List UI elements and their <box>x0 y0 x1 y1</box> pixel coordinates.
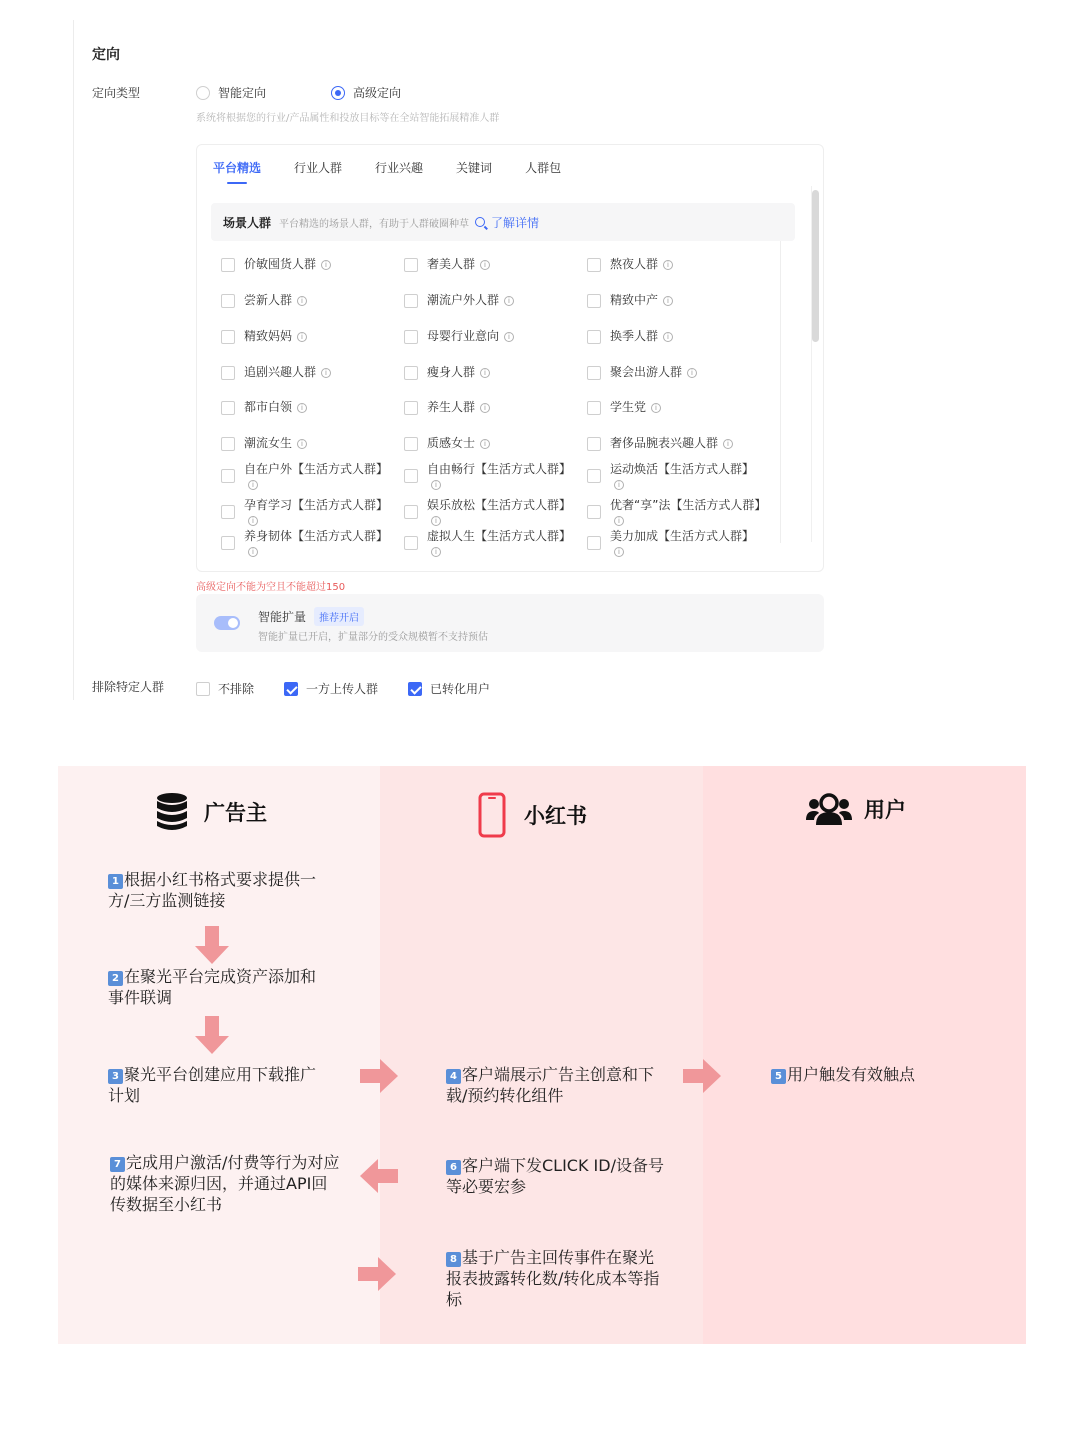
audience-label: 优奢“享”法【生活方式人群】 <box>610 498 767 512</box>
step-4 <box>446 1064 661 1106</box>
info-icon[interactable]: i <box>480 368 490 378</box>
error-message: 高级定向不能为空且不能超过150 <box>196 582 346 593</box>
checkbox-box[interactable] <box>196 682 210 696</box>
audience-label: 精致妈妈 <box>244 329 293 343</box>
column-user <box>703 766 1026 1344</box>
flow-diagram <box>58 766 1026 1344</box>
audience-label: 学生党 <box>610 400 647 414</box>
column-advertiser <box>58 766 380 1344</box>
radio-advanced-targeting[interactable] <box>331 84 401 101</box>
audience-option[interactable] <box>221 399 396 416</box>
step-number: 2 <box>108 971 123 986</box>
smart-expand-toggle[interactable] <box>214 616 240 630</box>
checkbox-box[interactable] <box>221 437 235 451</box>
database-icon <box>156 792 188 832</box>
divider-line <box>73 20 74 700</box>
learn-more-link[interactable] <box>475 214 539 231</box>
info-icon[interactable]: i <box>687 368 697 378</box>
audience-option[interactable] <box>404 364 579 381</box>
audience-option[interactable] <box>404 435 579 452</box>
step-text: 在聚光平台完成资产添加和事件联调 <box>108 967 317 1007</box>
info-icon[interactable]: i <box>321 368 331 378</box>
info-icon[interactable]: i <box>723 439 733 449</box>
audience-label-wrap <box>427 292 514 309</box>
info-icon[interactable]: i <box>297 403 307 413</box>
audience-option[interactable] <box>221 256 396 273</box>
step-text: 聚光平台创建应用下载推广计划 <box>108 1065 317 1105</box>
checkbox-box[interactable] <box>221 330 235 344</box>
step-7 <box>110 1152 342 1215</box>
audience-option[interactable] <box>221 435 396 452</box>
audience-label: 追剧兴趣人群 <box>244 365 317 379</box>
audience-option[interactable] <box>587 528 762 557</box>
audience-label-wrap <box>610 435 733 452</box>
checkbox-box[interactable] <box>404 401 418 415</box>
audience-option[interactable] <box>404 528 579 557</box>
audience-label-wrap <box>244 256 331 273</box>
audience-label: 瘦身人群 <box>427 365 476 379</box>
checkbox-box[interactable] <box>404 330 418 344</box>
info-icon[interactable]: i <box>248 516 258 526</box>
checkbox-box[interactable] <box>404 294 418 308</box>
info-icon[interactable]: i <box>663 296 673 306</box>
step-text: 客户端展示广告主创意和下载/预约转化组件 <box>446 1065 655 1105</box>
arrow-down-icon <box>195 1016 229 1054</box>
audience-label-wrap <box>610 399 661 416</box>
audience-label-wrap <box>610 364 697 381</box>
audience-option[interactable] <box>404 292 579 309</box>
audience-label: 熬夜人群 <box>610 257 659 271</box>
audience-label-wrap <box>610 292 673 309</box>
phone-icon <box>478 792 506 838</box>
audience-label: 自在户外【生活方式人群】 <box>244 462 389 476</box>
step-text: 根据小红书格式要求提供一方/三方监测链接 <box>108 870 317 910</box>
advertiser-header <box>156 792 267 832</box>
checkbox-box[interactable] <box>404 366 418 380</box>
info-icon[interactable]: i <box>614 480 624 490</box>
audience-card <box>196 144 824 572</box>
audience-label: 价敏囤货人群 <box>244 257 317 271</box>
checkbox-box[interactable] <box>587 401 601 415</box>
audience-tabs <box>213 159 594 184</box>
audience-option[interactable] <box>587 497 767 526</box>
audience-label-wrap <box>244 399 307 416</box>
scene-title: 场景人群 <box>223 215 272 230</box>
step-number: 4 <box>446 1069 461 1084</box>
info-icon[interactable]: i <box>651 403 661 413</box>
info-icon[interactable]: i <box>504 332 514 342</box>
audience-label: 运动焕活【生活方式人群】 <box>610 462 755 476</box>
audience-label-wrap <box>610 497 767 526</box>
checkbox-box[interactable] <box>221 505 235 519</box>
audience-option[interactable] <box>221 292 396 309</box>
arrow-right-icon <box>358 1257 396 1291</box>
audience-option[interactable] <box>221 528 396 557</box>
audience-label: 美力加成【生活方式人群】 <box>610 529 755 543</box>
audience-label-wrap <box>427 256 490 273</box>
audience-label: 孕育学习【生活方式人群】 <box>244 498 389 512</box>
audience-label-wrap <box>244 435 307 452</box>
checkbox-box[interactable] <box>587 366 601 380</box>
scene-desc: 平台精选的场景人群，有助于人群破圈种草 <box>279 218 470 230</box>
audience-option[interactable] <box>404 461 579 490</box>
audience-label: 奢侈品腕表兴趣人群 <box>610 436 719 450</box>
checkbox-box-checked[interactable] <box>284 682 298 696</box>
arrow-right-icon <box>683 1059 721 1093</box>
step-5 <box>771 1064 971 1085</box>
checkbox-box[interactable] <box>587 330 601 344</box>
step-3 <box>108 1064 323 1106</box>
audience-label: 养身韧体【生活方式人群】 <box>244 529 389 543</box>
users-icon <box>806 792 852 826</box>
audience-label-wrap <box>244 497 388 526</box>
tab-industry-interest[interactable]: 行业兴趣 <box>375 161 424 175</box>
step-2 <box>108 966 323 1008</box>
info-icon[interactable]: i <box>431 480 441 490</box>
step-text: 客户端下发CLICK ID/设备号等必要宏参 <box>446 1156 664 1196</box>
targeting-hint: 系统将根据您的行业/产品属性和投放目标等在全站智能拓展精准人群 <box>196 113 500 124</box>
audience-label: 精致中产 <box>610 293 659 307</box>
checkbox-box[interactable] <box>404 469 418 483</box>
xiaohongshu-header <box>478 792 587 838</box>
step-6 <box>446 1155 674 1197</box>
checkbox-box[interactable] <box>404 258 418 272</box>
audience-option[interactable] <box>587 364 762 381</box>
scene-header <box>211 203 795 241</box>
audience-option[interactable] <box>404 497 579 526</box>
checkbox-box[interactable] <box>404 536 418 550</box>
audience-option[interactable] <box>221 328 396 345</box>
audience-option[interactable] <box>221 364 396 381</box>
audience-option[interactable] <box>587 256 762 273</box>
audience-label: 养生人群 <box>427 400 476 414</box>
checkbox-box[interactable] <box>404 505 418 519</box>
checkbox-label: 一方上传人群 <box>306 682 379 696</box>
step-text: 用户触发有效触点 <box>787 1065 916 1084</box>
radio-circle-selected[interactable] <box>331 86 345 100</box>
info-icon[interactable]: i <box>614 516 624 526</box>
advertiser-title: 广告主 <box>204 801 267 825</box>
audience-label: 虚拟人生【生活方式人群】 <box>427 529 572 543</box>
audience-label-wrap <box>244 292 307 309</box>
step-number: 3 <box>108 1069 123 1084</box>
smart-expand-desc: 智能扩量已开启，扩量部分的受众规模暂不支持预估 <box>258 632 488 643</box>
checkbox-box[interactable] <box>221 258 235 272</box>
recommend-badge: 推荐开启 <box>314 607 364 626</box>
info-icon[interactable]: i <box>504 296 514 306</box>
exclude-label: 排除特定人群 <box>92 680 165 694</box>
info-icon[interactable]: i <box>663 332 673 342</box>
checkbox-box[interactable] <box>221 469 235 483</box>
audience-label-wrap <box>244 328 307 345</box>
radio-label: 智能定向 <box>218 86 267 100</box>
step-number: 7 <box>110 1157 125 1172</box>
checkbox-box[interactable] <box>587 469 601 483</box>
audience-label-wrap <box>427 328 514 345</box>
audience-option[interactable] <box>587 328 762 345</box>
checkbox-box[interactable] <box>221 401 235 415</box>
targeting-type-label: 定向类型 <box>92 86 141 100</box>
audience-label: 聚会出游人群 <box>610 365 683 379</box>
user-header <box>806 792 906 826</box>
radio-smart-targeting[interactable] <box>196 84 266 101</box>
audience-label: 自由畅行【生活方式人群】 <box>427 462 572 476</box>
checkbox-box[interactable] <box>587 294 601 308</box>
audience-label: 娱乐放松【生活方式人群】 <box>427 498 572 512</box>
audience-option[interactable] <box>587 435 762 452</box>
smart-expand-box <box>196 594 824 652</box>
checkbox-no-exclude[interactable] <box>196 680 254 697</box>
arrow-left-icon <box>360 1159 398 1193</box>
audience-label: 换季人群 <box>610 329 659 343</box>
audience-label: 潮流女生 <box>244 436 293 450</box>
audience-label-wrap <box>610 256 673 273</box>
audience-option[interactable] <box>221 461 396 490</box>
audience-grid <box>211 241 781 556</box>
radio-circle[interactable] <box>196 86 210 100</box>
checkbox-box-checked[interactable] <box>408 682 422 696</box>
smart-expand-title-row <box>258 607 364 626</box>
radio-label: 高级定向 <box>353 86 402 100</box>
audience-option[interactable] <box>587 292 762 309</box>
info-icon[interactable]: i <box>480 439 490 449</box>
xiaohongshu-title: 小红书 <box>524 804 587 828</box>
audience-label-wrap <box>427 528 571 557</box>
checkbox-box[interactable] <box>587 505 601 519</box>
info-icon[interactable]: i <box>614 547 624 557</box>
scrollbar-thumb[interactable] <box>812 190 819 342</box>
audience-option[interactable] <box>404 256 579 273</box>
audience-label: 尝新人群 <box>244 293 293 307</box>
step-text: 基于广告主回传事件在聚光报表披露转化数/转化成本等指标 <box>446 1248 660 1309</box>
audience-label-wrap <box>427 497 571 526</box>
info-icon[interactable]: i <box>297 332 307 342</box>
audience-label-wrap <box>244 461 388 490</box>
step-number: 8 <box>446 1252 461 1267</box>
tab-industry-audience[interactable]: 行业人群 <box>294 161 343 175</box>
info-icon[interactable]: i <box>248 480 258 490</box>
audience-label-wrap <box>427 435 490 452</box>
checkbox-box[interactable] <box>587 536 601 550</box>
info-icon[interactable]: i <box>431 516 441 526</box>
checkbox-label: 已转化用户 <box>430 682 491 696</box>
checkbox-box[interactable] <box>404 437 418 451</box>
audience-label-wrap <box>610 328 673 345</box>
audience-label-wrap <box>427 399 490 416</box>
audience-label-wrap <box>244 364 331 381</box>
checkbox-box[interactable] <box>587 258 601 272</box>
tab-platform-picks[interactable]: 平台精选 <box>213 159 261 184</box>
audience-label: 潮流户外人群 <box>427 293 500 307</box>
audience-label-wrap <box>610 528 754 557</box>
checkbox-first-party-audience[interactable] <box>284 680 378 697</box>
info-icon[interactable]: i <box>321 260 331 270</box>
step-number: 5 <box>771 1069 786 1084</box>
info-icon[interactable]: i <box>431 547 441 557</box>
audience-label-wrap <box>244 528 388 557</box>
audience-label: 都市白领 <box>244 400 293 414</box>
audience-label-wrap <box>427 364 490 381</box>
info-icon[interactable]: i <box>663 260 673 270</box>
step-text: 完成用户激活/付费等行为对应的媒体来源归因，并通过API回传数据至小红书 <box>110 1153 340 1214</box>
audience-option[interactable] <box>404 399 579 416</box>
tab-audience-package[interactable]: 人群包 <box>525 161 562 175</box>
arrow-down-icon <box>195 926 229 964</box>
info-icon[interactable]: i <box>480 260 490 270</box>
step-8 <box>446 1247 661 1310</box>
checkbox-box[interactable] <box>587 437 601 451</box>
section-title: 定向 <box>92 47 120 63</box>
checkbox-converted-users[interactable] <box>408 680 490 697</box>
arrow-right-icon <box>360 1059 398 1093</box>
checkbox-box[interactable] <box>221 536 235 550</box>
info-icon[interactable]: i <box>248 547 258 557</box>
checkbox-box[interactable] <box>221 294 235 308</box>
info-icon[interactable]: i <box>480 403 490 413</box>
audience-label: 母婴行业意向 <box>427 329 500 343</box>
smart-expand-title: 智能扩量 <box>258 610 307 624</box>
checkbox-label: 不排除 <box>218 682 255 696</box>
user-title: 用户 <box>864 798 906 822</box>
checkbox-box[interactable] <box>221 366 235 380</box>
step-number: 1 <box>108 874 123 889</box>
audience-option[interactable] <box>587 461 762 490</box>
audience-option[interactable] <box>221 497 396 526</box>
step-1 <box>108 869 323 911</box>
tab-keywords[interactable]: 关键词 <box>456 161 493 175</box>
search-icon <box>475 217 485 227</box>
audience-option[interactable] <box>587 399 762 416</box>
audience-label: 质感女士 <box>427 436 476 450</box>
audience-label: 奢美人群 <box>427 257 476 271</box>
step-number: 6 <box>446 1160 461 1175</box>
learn-more-label: 了解详情 <box>491 215 540 230</box>
info-icon[interactable]: i <box>297 439 307 449</box>
audience-option[interactable] <box>404 328 579 345</box>
audience-label-wrap <box>610 461 754 490</box>
audience-label-wrap <box>427 461 571 490</box>
info-icon[interactable]: i <box>297 296 307 306</box>
